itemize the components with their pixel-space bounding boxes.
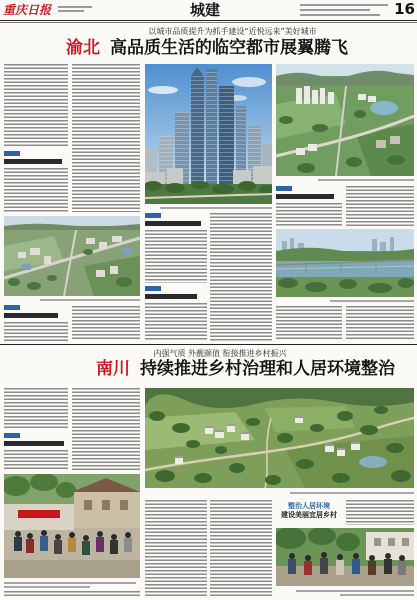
subhead xyxy=(145,213,207,227)
newspaper-logo: 重庆日报 xyxy=(3,3,52,17)
edition-info xyxy=(58,10,84,12)
photo-caption xyxy=(330,300,414,302)
subhead xyxy=(4,305,68,319)
top-story-headline-text: 高品质生活的临空都市展翼腾飞 xyxy=(110,38,348,58)
body-text xyxy=(72,388,140,470)
photo-city-skyline xyxy=(145,64,272,204)
photo-caption xyxy=(160,207,272,209)
photo-caption xyxy=(318,179,414,181)
body-text xyxy=(276,203,342,226)
subhead xyxy=(145,286,207,300)
body-text xyxy=(72,64,140,212)
top-story-headline xyxy=(66,38,376,58)
photo-caption xyxy=(4,586,90,588)
body-text xyxy=(145,230,207,283)
body-text xyxy=(210,500,272,596)
subhead xyxy=(4,433,68,447)
body-text xyxy=(145,303,207,341)
body-text xyxy=(72,306,140,341)
body-text xyxy=(145,500,207,596)
photo-aerial-district xyxy=(276,64,414,176)
body-text xyxy=(210,213,272,341)
bottom-story-headline xyxy=(96,359,416,379)
top-story-kicker: 以城市品质提升为抓手建设“近悦远来”美好城市 xyxy=(148,27,317,36)
bottom-story-place: 南川 xyxy=(96,359,130,379)
subhead xyxy=(276,186,342,200)
editor-info xyxy=(300,9,370,11)
story-separator xyxy=(0,344,417,345)
body-text xyxy=(4,322,68,341)
body-text xyxy=(346,186,414,226)
page-number: 16 xyxy=(394,1,415,18)
body-text xyxy=(4,64,68,148)
bottom-story-kicker: 内强气质 外靓颜值 衔接推进乡村振兴 xyxy=(153,349,287,358)
editor-info xyxy=(300,14,380,16)
section-title: 城建 xyxy=(190,1,221,19)
body-text xyxy=(4,591,140,597)
photo-caption xyxy=(296,590,414,592)
bottom-story-headline-text: 持续推进乡村治理和人居环境整治 xyxy=(140,359,395,379)
photo-village-activity xyxy=(4,474,140,578)
top-story-place: 渝北 xyxy=(66,38,100,58)
subhead xyxy=(4,151,68,165)
photo-village-residents xyxy=(276,528,414,586)
body-text xyxy=(346,500,414,525)
body-text xyxy=(4,168,68,212)
date-info xyxy=(300,4,388,6)
body-text xyxy=(346,306,414,341)
masthead-rule-thin xyxy=(0,22,417,23)
photo-caption xyxy=(340,594,414,596)
edition-info xyxy=(58,6,92,8)
photo-caption xyxy=(4,582,136,584)
body-text xyxy=(4,450,68,470)
body-text xyxy=(276,306,342,341)
photo-river-bridge xyxy=(276,229,414,297)
subhead-line2: 建设美丽宜居乡村 xyxy=(281,511,337,519)
masthead-rule xyxy=(0,20,417,21)
photo-caption xyxy=(290,492,414,494)
bottom-story-subhead xyxy=(276,502,342,524)
photo-village-aerial xyxy=(145,388,414,488)
photo-urban-aerial xyxy=(4,216,140,296)
subhead-line1: 整治人居环境 xyxy=(288,502,330,510)
body-text xyxy=(4,388,68,430)
photo-caption xyxy=(40,299,140,301)
